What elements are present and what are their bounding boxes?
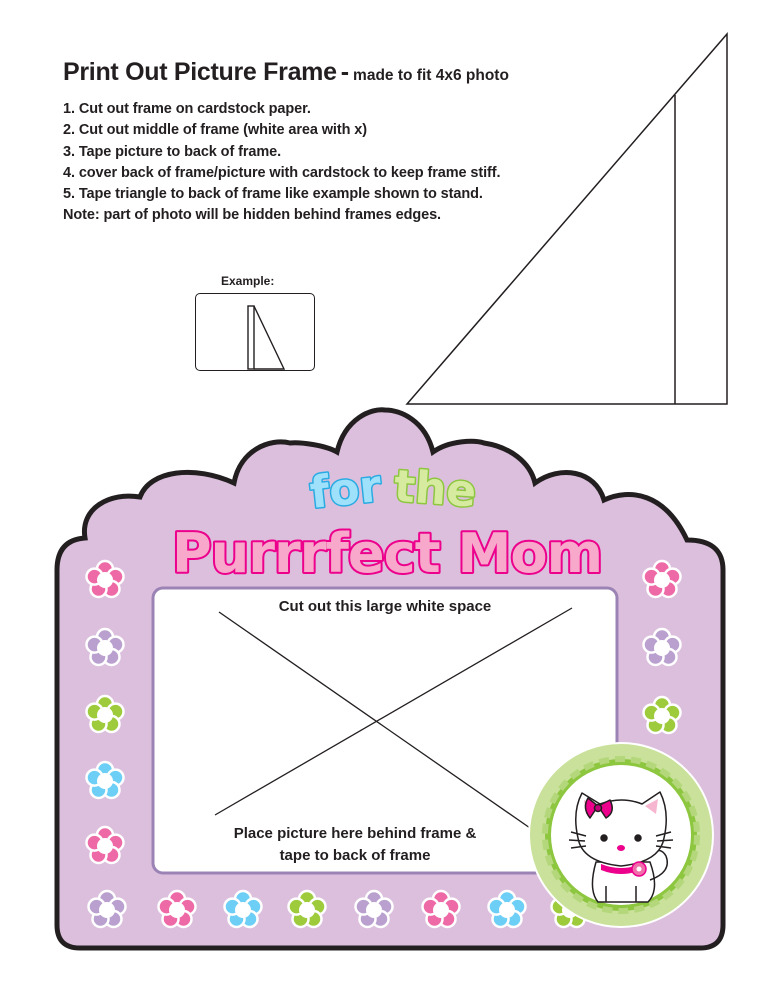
- title-text: Print Out Picture Frame: [63, 58, 337, 86]
- cutout-bottom-line-1: Place picture here behind frame &: [233, 825, 477, 842]
- cutout-bottom-line-2: tape to back of frame: [279, 847, 431, 864]
- instruction-step-3: 3. Tape picture to back of frame.: [63, 143, 282, 160]
- instruction-step-2: 2. Cut out middle of frame (white area with x): [63, 122, 367, 139]
- example-stand-icon: [248, 306, 284, 369]
- instruction-step-1: 1. Cut out frame on cardstock paper.: [63, 101, 311, 117]
- title-subtitle: made to fit 4x6 photo: [353, 67, 509, 84]
- headline-text: Purrrfect Mom: [172, 522, 602, 585]
- instruction-note: Note: part of photo will be hidden behind frames edges.: [63, 207, 441, 224]
- the-text: the: [392, 460, 478, 518]
- example-label: Example:: [221, 274, 275, 288]
- cutout-top-label: Cut out this large white space: [278, 598, 492, 615]
- flower-column-right: [644, 561, 681, 733]
- instruction-step-4: 4. cover back of frame/picture with cardstock to keep frame stiff.: [63, 164, 501, 181]
- title-dash: -: [340, 58, 350, 86]
- for-text: for: [307, 460, 384, 519]
- instruction-step-5: 5. Tape triangle to back of frame like example shown to stand.: [63, 186, 483, 203]
- cutout-bottom-label: [153, 823, 617, 867]
- stand-triangle-cutout: [407, 34, 727, 404]
